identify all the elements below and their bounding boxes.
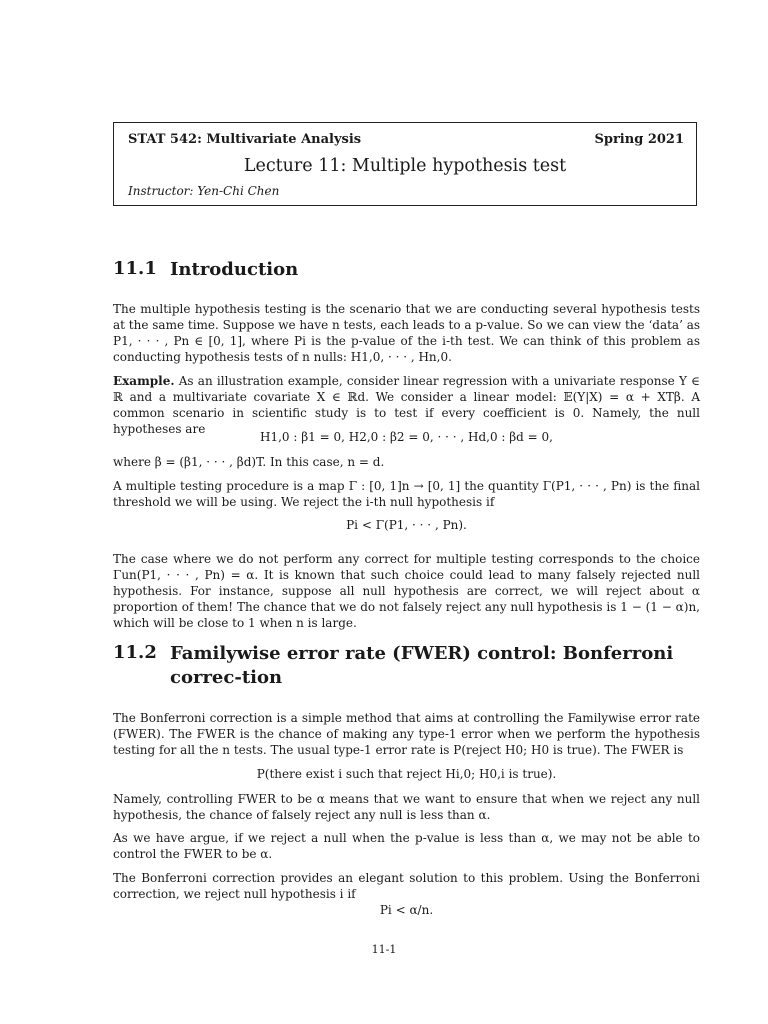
paragraph-where-beta: where β = (β1, · · · , βd)T. In this case, n = d. — [113, 455, 385, 469]
paragraph-uncorrected: The case where we do not perform any correct for multiple testing corresponds to the choice Γun(P1, · · · , Pn) = α. It is known that such choice could lead to many falsely rejected null hypothesis. For instance, suppose all null hypothesis are correct, we will reject about α proportion of them! The chance that we do not falsely reject any null hypothesis is 1 − (1 − α)n, which will be close to 1 when n is large. — [113, 552, 700, 630]
paragraph-bonferroni-solution: The Bonferroni correction provides an elegant solution to this problem. Using the Bonferroni correction, we reject null hypothesis i if — [113, 871, 700, 901]
page-number: 11-1 — [371, 943, 397, 956]
section-number: 11.2 — [113, 642, 157, 663]
equation-bonferroni: Pi < α/n. — [379, 903, 434, 917]
course-name: STAT 542: Multivariate Analysis — [128, 132, 362, 147]
paragraph-argue: As we have argue, if we reject a null when the p-value is less than α, we may not be able to control the FWER to be α. — [113, 831, 700, 861]
equation-fwer: P(there exist i such that reject Hi,0; H0,i is true). — [256, 767, 557, 781]
paragraph-example — [113, 373, 700, 437]
section-title: Introduction — [170, 259, 299, 280]
instructor: Instructor: Yen-Chi Chen — [128, 184, 280, 198]
section-title: Familywise error rate (FWER) control: Bonferroni correc-tion — [170, 643, 674, 688]
term: Spring 2021 — [594, 132, 684, 147]
equation-nulls: H1,0 : β1 = 0, H2,0 : β2 = 0, · · · , Hd,0 : βd = 0, — [259, 430, 553, 444]
paragraph-intro: The multiple hypothesis testing is the scenario that we are conducting several hypothesis tests at the same time. Suppose we have n tests, each leads to a p-value. So we can view the ‘data’ as P1, · · · , Pn ∈ [0, 1], where Pi is the p-value of the i-th test. We can think of this problem as conducting hypothesis tests of n nulls: H1,0, · · · , Hn,0. — [113, 302, 701, 364]
paragraph-fwer-control: Namely, controlling FWER to be α means that we want to ensure that when we reject any null hypothesis, the chance of falsely reject any null is less than α. — [113, 792, 700, 822]
equation-reject-rule: Pi < Γ(P1, · · · , Pn). — [346, 518, 467, 532]
example-label: Example. — [113, 374, 175, 388]
section-number: 11.1 — [113, 258, 157, 279]
lecture-header-box — [113, 122, 697, 206]
paragraph-procedure: A multiple testing procedure is a map Γ : [0, 1]n → [0, 1] the quantity Γ(P1, · · · , Pn) is the final threshold we will be using. We reject the i-th null hypothesis if — [113, 479, 700, 509]
paragraph-bonferroni-intro: The Bonferroni correction is a simple method that aims at controlling the Familywise error rate (FWER). The FWER is the chance of making any type-1 error when we perform the hypothesis testing for all the n tests. The usual type-1 error rate is P(reject H0; H0 is true). The FWER is — [113, 711, 700, 757]
lecture-title: Lecture 11: Multiple hypothesis test — [243, 156, 567, 176]
example-text: As an illustration example, consider linear regression with a univariate response Y ∈ ℝ and a multivariate covariate X ∈ ℝd. We consider a linear model: 𝔼(Y|X) = α + XTβ. A common scenario in scientific study is to test if every coefficient is 0. Namely, the null hypotheses are — [113, 374, 700, 436]
